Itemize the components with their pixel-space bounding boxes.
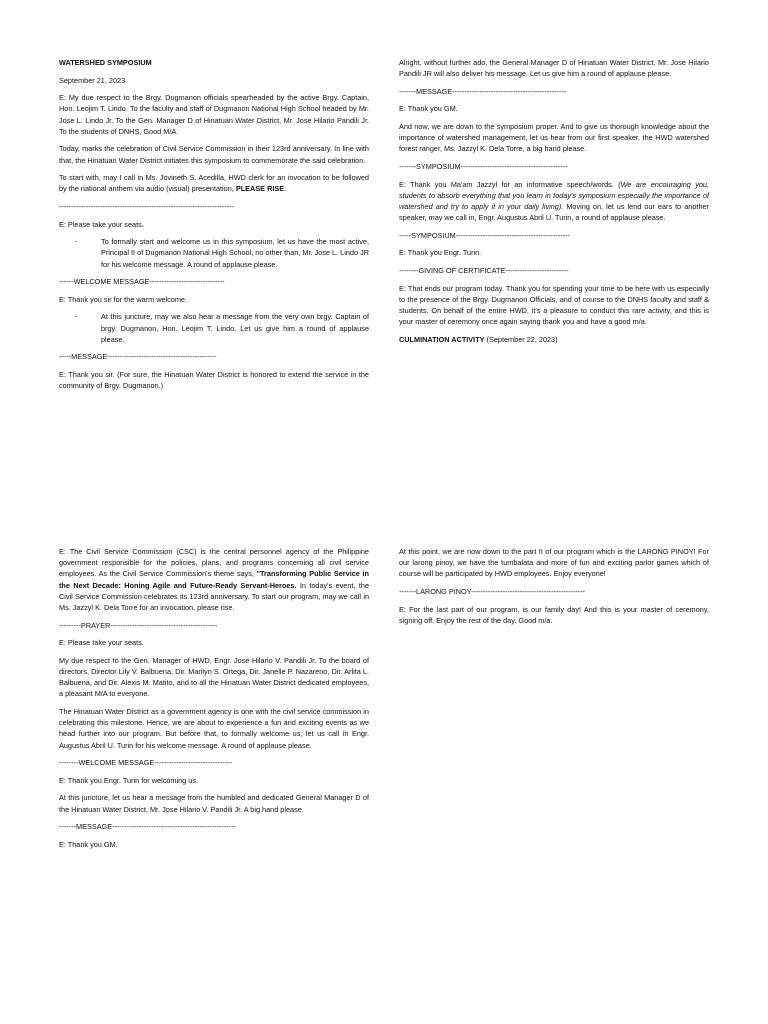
celebration-paragraph: Today, marks the celebration of Civil Service Commission in their 123rd anniversary. In line with that, the Hinatuan Water District initiates this symposium to commemorate the said celebration.	[59, 144, 369, 165]
gm-message-intro: At this juncture, let us hear a message from the humbled and dedicated General Manager D of the Hinatuan Water District, Mr. Jose Hilario V. Pandili Jr. A big hand please.	[59, 793, 369, 814]
culmination-heading	[399, 334, 709, 345]
list-item	[75, 311, 369, 345]
section-divider: -------SYMPOSIUM--------------------------------------------	[399, 161, 568, 171]
document-title: WATERSHED SYMPOSIUM	[59, 58, 152, 67]
section-divider: --------GIVING OF CERTIFICATE--------------------------	[399, 265, 569, 275]
take-seats-line: E: Please take your seats.	[59, 638, 144, 648]
speaker-thanks-text: E: Thank you Ma'am Jazzyl for an informative speech/words.	[399, 179, 619, 189]
section-divider: -------MESSAGE-----------------------------------------------	[399, 86, 567, 96]
section-divider: --------WELCOME MESSAGE--------------------------------	[59, 758, 233, 768]
thanks-line: E: Thank you sir for the warm welcome.	[59, 294, 188, 304]
csc-intro-paragraph	[59, 546, 369, 613]
section-divider: -----MESSAGE---------------------------------------------	[59, 352, 217, 362]
csc-anniversary-text: In today's event, the Civil Service Commission celebrates its 123rd anniversary. To start our program, may we call in Ms. Jazzyl K. Dela Torre for an invocation, please rise.	[59, 580, 370, 613]
sign-off-paragraph: E: For the last part of our program, is our family day! And this is your master of ceremony, signing off. Enjoy the rest of the day. Good m/a.	[399, 604, 709, 625]
list-dash: -	[75, 237, 78, 247]
larong-pinoy-paragraph: At this point, we are now down to the part II of our program which is the LARONG PINOY! For our larong pinoy, we have the tumbalata and more of fun and exciting parlor games which of course will be participated by HWD employees. Enjoy everyone!	[399, 547, 709, 579]
invocation-paragraph	[59, 172, 369, 194]
closing-paragraph: E: That ends our program today. Thank you for spending your time to be here with us especially to the presence of the Brgy. Dugmanon Officials, and of course to the DNHS faculty and staff & students. On behalf of the entire HWD, it's a pleasure to conduct this rare activity, and this is your master of ceremony once again saying thank you and have a good m/a.	[399, 283, 709, 327]
event-date: September 21, 2023	[59, 75, 126, 85]
speaker-thanks-paragraph	[399, 179, 709, 224]
please-rise-emphasis: PLEASE RISE	[235, 184, 285, 194]
csc-theme-emphasis: "Transforming Public Service in the Next Decade: Honing Agile and Future-Ready Servant-Heroes.	[59, 569, 369, 590]
next-speaker-text: Moving on, let us lend our ears to another speaker, may we call in, Engr. Augustus Abril U. Turin, a round of applause please.	[399, 201, 710, 223]
hwd-paragraph: The Hinatuan Water District as a government agency is one with the civil service commission in celebrating this milestone. Hence, we are about to experience a fun and exciting events as we head further into our program. But before that, to formally welcome us, let us call in Engr. Augustus Abril U. Turin for his welcome message. A round of applause please.	[59, 707, 369, 750]
section-divider: -------MESSAGE---------------------------------------------------	[59, 822, 237, 832]
program-section-symposium-opening	[59, 57, 369, 398]
thanks-line: E: Thank you Engr. Turin for welcoming us.	[59, 775, 198, 785]
program-section-larong-pinoy	[399, 546, 709, 632]
section-divider: ---------PRAYER--------------------------------------------	[59, 620, 218, 630]
greeting-paragraph: E: My due respect to the Brgy. Dugmanon officials spearheaded by the active Brgy. Captain, Hon. Leojim T. Lindo. To the faculty and staff of Dugmanon National High School headed by Mr. Jose L. Lindo Jr. To the Gen. Manager D of Hinatuan Water District, Mr. Jose Hilario Pandili Jr. To the students of DNHS, Good M/A.	[59, 93, 369, 136]
program-section-symposium-proper	[399, 57, 709, 351]
invocation-end: .	[284, 184, 287, 194]
take-seats-line: E: Please take your seats.	[59, 219, 144, 229]
section-divider: -------LARONG PINOY-----------------------------------------------	[399, 587, 586, 596]
culmination-date: (September 22, 2023)	[484, 334, 558, 344]
greeting-paragraph: My due respect to the Gen. Manager of HWD, Engr. Jose Hilario V. Pandili Jr. To the board of directors, Director Lily V. Balbuena, Dir. Marilyn S. Ortega, Dir. Janelle P. Nazareno, Dir. Arlita L. Balbuena, and Dir. Alexis M. Matito, and to all the Hinatuan Water District dedicated employees, a pleasant M/A to everyone.	[59, 655, 369, 699]
thanks-paragraph: E: Thank you sir. (For sure, the Hinatuan Water District is honored to extend the service in the community of Brgy. Dugmanon.)	[59, 369, 369, 391]
gm-intro-paragraph: Alright, without further ado, the General Manager D of Hinatuan Water District, Mr. Jose Hilario Pandili JR will also deliver his message. Let us give him a round of applause please.	[399, 58, 709, 79]
list-item	[75, 236, 369, 270]
section-divider: ------------------------------------------------------------------------	[59, 201, 234, 211]
program-section-culmination	[59, 546, 369, 856]
csc-intro-text: E: The Civil Service Commission (CSC) is the central personnel agency of the Philippine government responsible for the policies, plans, and programs concerning all civil service employees. As the Civil Service Commission's theme says,	[59, 547, 369, 579]
section-divider: ------WELCOME MESSAGE-------------------------------	[59, 277, 225, 287]
list-item-text: To formally start and welcome us in this symposium, let us have the most active, Principal II of Dugmanon National High School, no other than, Mr. Jose L. Lindo JR for his welcome message. A round of applause please.	[101, 237, 369, 269]
list-item-text: At this juncture, may we also hear a message from the very own brgy. Captain of brgy. Dugmanon, Hon. Leojim T. Lindo. Let us give him a round of applause please.	[101, 312, 369, 344]
section-divider: -----SYMPOSIUM-----------------------------------------------	[399, 230, 570, 240]
encouragement-italic: (We are encouraging you, students to absorb everything that you learn in today's symposium especially the importance of watershed and try to apply it in your daily living).	[399, 179, 709, 211]
invocation-text: To start with, may I call in Ms. Jovineth S. Acedilla, HWD clerk for an invocation to be followed by the national anthem via audio (visual) presentation,	[59, 173, 369, 194]
culmination-title: CULMINATION ACTIVITY	[399, 334, 485, 344]
speaker-intro-paragraph: And now, we are down to the symposium proper. And to give us thorough knowledge about the importance of watershed management, let us hear from our first speaker, the HWD watershed forest ranger, Ms. Jazzyl K. Dela Torre, a big hand please.	[399, 121, 709, 154]
thanks-line: E: Thank you GM.	[399, 104, 458, 114]
thanks-line: E: Thank you Engr. Turin.	[399, 248, 482, 258]
thanks-line: E: Thank you GM.	[59, 839, 118, 849]
list-dash: -	[75, 312, 78, 322]
